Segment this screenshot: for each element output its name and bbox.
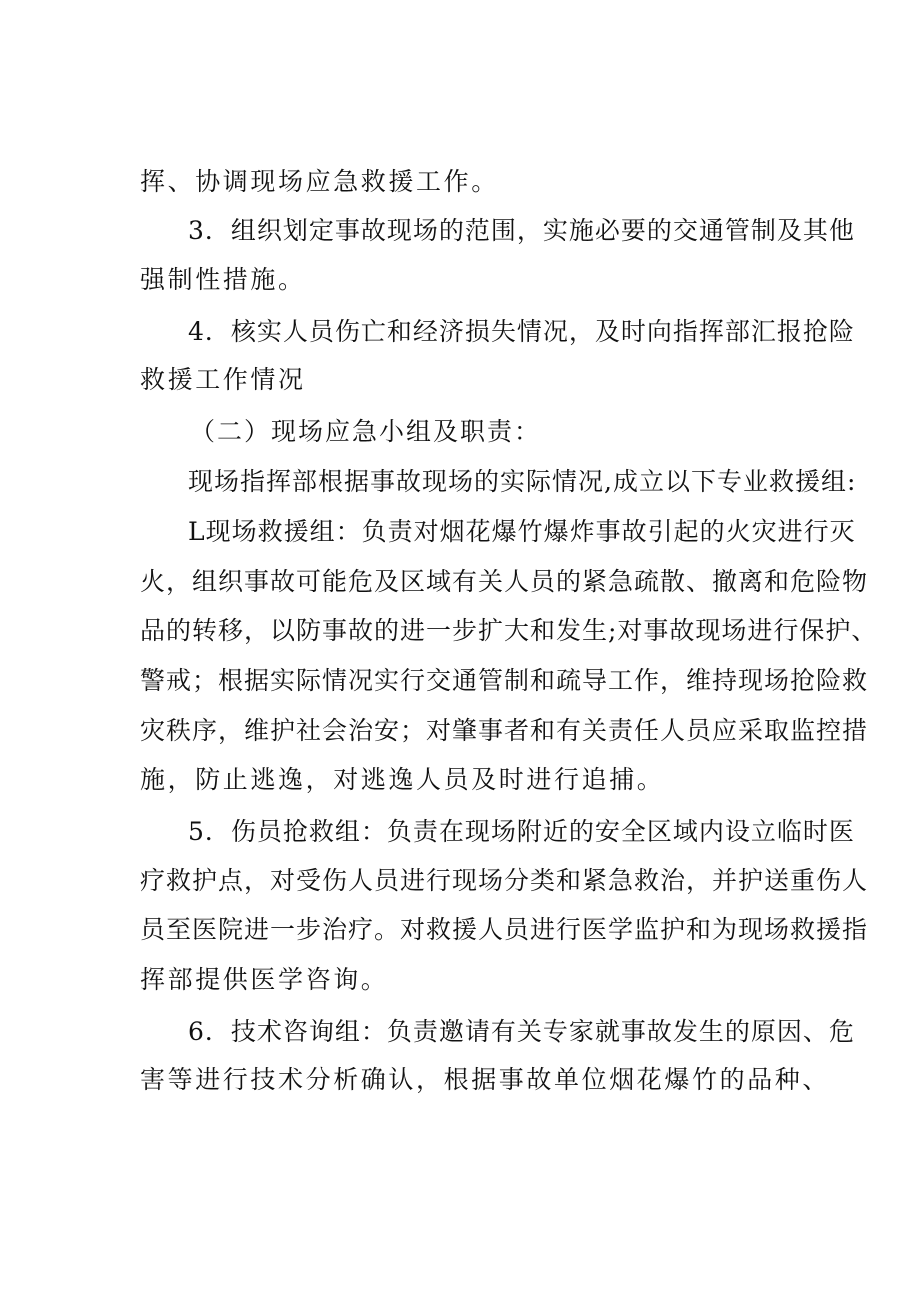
text-line bbox=[0, 209, 920, 253]
line-text: 5．伤员抢救组：负责在现场附近的安全区域内设立临时医 bbox=[188, 817, 855, 846]
text-line bbox=[0, 810, 920, 854]
text-line bbox=[0, 1058, 920, 1102]
text-line bbox=[0, 609, 920, 653]
text-line bbox=[0, 958, 920, 1002]
text-line bbox=[0, 1010, 920, 1054]
line-text: 疗救护点，对受伤人员进行现场分类和紧急救治，并护送重伤人 bbox=[140, 866, 869, 895]
line-text: 警戒；根据实际情况实行交通管制和疏导工作，维持现场抢险救 bbox=[140, 666, 869, 695]
text-line bbox=[0, 460, 920, 504]
text-line bbox=[0, 310, 920, 354]
line-text: 品的转移，以防事故的进一步扩大和发生;对事故现场进行保护、 bbox=[140, 616, 878, 645]
line-text: L现场救援组：负责对烟花爆竹爆炸事故引起的火灾进行灭 bbox=[188, 517, 856, 546]
line-text: 灾秩序，维护社会治安；对肇事者和有关责任人员应采取监控措 bbox=[140, 716, 869, 745]
line-text: 4．核实人员伤亡和经济损失情况，及时向指挥部汇报抢险 bbox=[188, 317, 855, 346]
line-text: 6．技术咨询组：负责邀请有关专家就事故发生的原因、危 bbox=[188, 1017, 855, 1046]
line-text: 挥部提供医学咨询。 bbox=[140, 965, 389, 994]
line-text: 员至医院进一步治疗。对救援人员进行医学监护和为现场救援指 bbox=[140, 915, 869, 944]
section-heading bbox=[0, 410, 920, 454]
line-text: 3．组织划定事故现场的范围，实施必要的交通管制及其他 bbox=[188, 216, 855, 245]
line-text: 现场指挥部根据事故现场的实际情况,成立以下专业救援组: bbox=[188, 467, 857, 496]
line-text: 害等进行技术分析确认，根据事故单位烟花爆竹的品种、 bbox=[140, 1065, 831, 1094]
text-line bbox=[0, 908, 920, 952]
text-line bbox=[0, 258, 920, 302]
text-line bbox=[0, 358, 920, 402]
line-text: 挥、协调现场应急救援工作。 bbox=[140, 167, 499, 196]
line-text: （二）现场应急小组及职责： bbox=[190, 417, 542, 446]
text-line bbox=[0, 758, 920, 802]
text-line bbox=[0, 160, 920, 204]
line-text: 救援工作情况 bbox=[140, 365, 306, 394]
line-text: 强制性措施。 bbox=[140, 265, 306, 294]
text-line bbox=[0, 560, 920, 604]
line-text: 施，防止逃逸，对逃逸人员及时进行追捕。 bbox=[140, 765, 665, 794]
text-line bbox=[0, 859, 920, 903]
text-line bbox=[0, 709, 920, 753]
text-line bbox=[0, 659, 920, 703]
line-text: 火，组织事故可能危及区域有关人员的紧急疏散、撤离和危险物 bbox=[140, 567, 869, 596]
text-line bbox=[0, 510, 920, 554]
